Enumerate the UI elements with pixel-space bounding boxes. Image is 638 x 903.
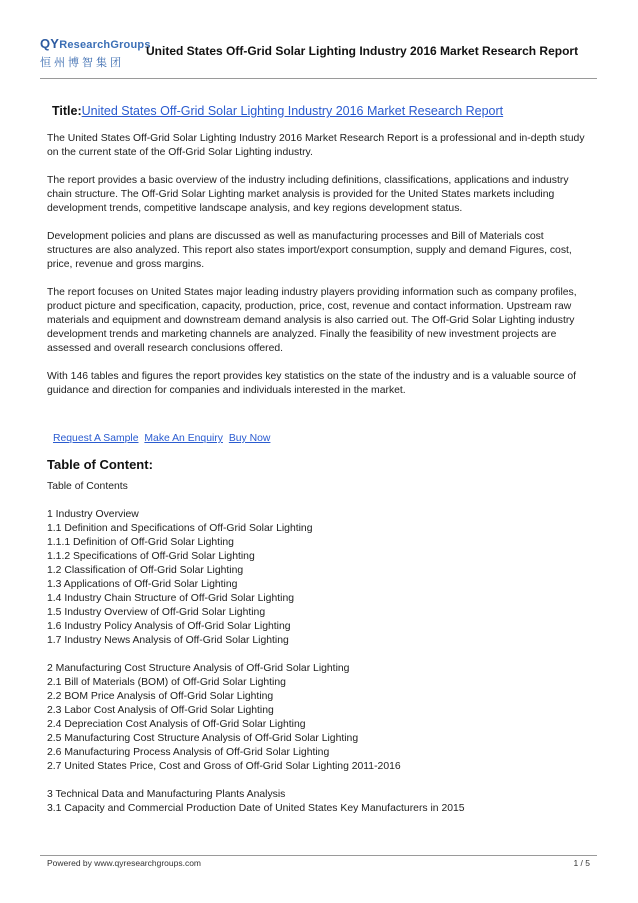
toc-entry: 1.6 Industry Policy Analysis of Off-Grid Solar Lighting — [47, 621, 291, 632]
paragraph: With 146 tables and figures the report provides key statistics on the state of the industry and is a valuable source of guidance and direction for companies and individuals interested in the market. — [47, 371, 577, 396]
header-title: United States Off-Grid Solar Lighting Industry 2016 Market Research Report — [146, 44, 579, 58]
toc-entry: 3 Technical Data and Manufacturing Plants Analysis — [47, 789, 286, 800]
footer-powered-by: Powered by www.qyresearchgroups.com — [47, 858, 202, 868]
report-title — [52, 104, 592, 118]
paragraph: Development policies and plans are discussed as well as manufacturing processes and Bill of Materials cost structures are also analyzed. This report also states import/export consumption, supply and demand Figures, cost, price, revenue and gross margins. — [47, 231, 572, 270]
header-divider — [40, 78, 597, 79]
toc-entry: 2 Manufacturing Cost Structure Analysis of Off-Grid Solar Lighting — [47, 663, 350, 674]
logo-chinese-name: 恒州博智集团 — [40, 56, 124, 69]
toc-entry: 1.7 Industry News Analysis of Off-Grid Solar Lighting — [47, 635, 289, 646]
footer-divider — [40, 855, 597, 856]
toc-entry: 3.1 Capacity and Commercial Production Date of United States Key Manufacturers in 2015 — [47, 803, 465, 814]
company-logo — [40, 36, 151, 76]
toc-entry: 2.1 Bill of Materials (BOM) of Off-Grid Solar Lighting — [47, 677, 286, 688]
buy-now-link[interactable]: Buy Now — [228, 433, 271, 444]
toc-entry: 1.3 Applications of Off-Grid Solar Lighting — [47, 579, 238, 590]
toc-entry: 2.6 Manufacturing Process Analysis of Off-Grid Solar Lighting — [47, 747, 330, 758]
toc-entry: 2.2 BOM Price Analysis of Off-Grid Solar Lighting — [47, 691, 274, 702]
page-header — [40, 36, 597, 80]
report-content — [47, 104, 592, 816]
make-enquiry-link[interactable]: Make An Enquiry — [144, 433, 223, 444]
action-links — [53, 432, 592, 446]
toc-entry: 2.4 Depreciation Cost Analysis of Off-Grid Solar Lighting — [47, 719, 306, 730]
paragraph: The United States Off-Grid Solar Lighting Industry 2016 Market Research Report is a professional and in-depth study on the current state of the Off-Grid Solar Lighting industry. — [47, 133, 585, 158]
toc-entry: 2.7 United States Price, Cost and Gross of Off-Grid Solar Lighting 2011-2016 — [47, 761, 401, 772]
toc-entry: 1.2 Classification of Off-Grid Solar Lighting — [47, 565, 244, 576]
toc-entry: 1.5 Industry Overview of Off-Grid Solar Lighting — [47, 607, 266, 618]
toc-entry: 1.1.2 Specifications of Off-Grid Solar Lighting — [47, 551, 255, 562]
logo-name: ResearchGroups — [59, 39, 151, 51]
toc-entry: 1.4 Industry Chain Structure of Off-Grid Solar Lighting — [47, 593, 294, 604]
title-label: Title: — [52, 104, 82, 118]
toc-entry: 1 Industry Overview — [47, 509, 139, 520]
toc-list — [47, 508, 592, 816]
paragraph: The report focuses on United States major leading industry players providing information such as company profiles, product picture and specification, capacity, production, price, cost, revenue and contact information. Upstream raw materials and equipment and downstream demand analysis is also carried out. The Off-Grid Solar Lighting industry development trends and marketing channels are analyzed. Finally the feasibility of new investment projects are assessed and overall research conclusions offered. — [47, 287, 577, 354]
logo-prefix: QY — [40, 36, 60, 51]
toc-entry: 2.3 Labor Cost Analysis of Off-Grid Solar Lighting — [47, 705, 274, 716]
paragraph: The report provides a basic overview of the industry including definitions, classifications, applications and industry chain structure. The Off-Grid Solar Lighting market analysis is provided for the United States markets including development trends, competitive landscape analysis, and key regions development status. — [47, 175, 569, 214]
toc-heading: Table of Content: — [47, 457, 153, 472]
request-sample-link[interactable]: Request A Sample — [53, 433, 139, 444]
toc-intro: Table of Contents — [47, 481, 128, 492]
title-link[interactable]: United States Off-Grid Solar Lighting Industry 2016 Market Research Report — [81, 104, 504, 118]
toc-entry: 1.1 Definition and Specifications of Off-Grid Solar Lighting — [47, 523, 313, 534]
toc-entry: 1.1.1 Definition of Off-Grid Solar Lighting — [47, 537, 234, 548]
toc-entry: 2.5 Manufacturing Cost Structure Analysis of Off-Grid Solar Lighting — [47, 733, 359, 744]
page-number: 1 / 5 — [573, 858, 590, 868]
